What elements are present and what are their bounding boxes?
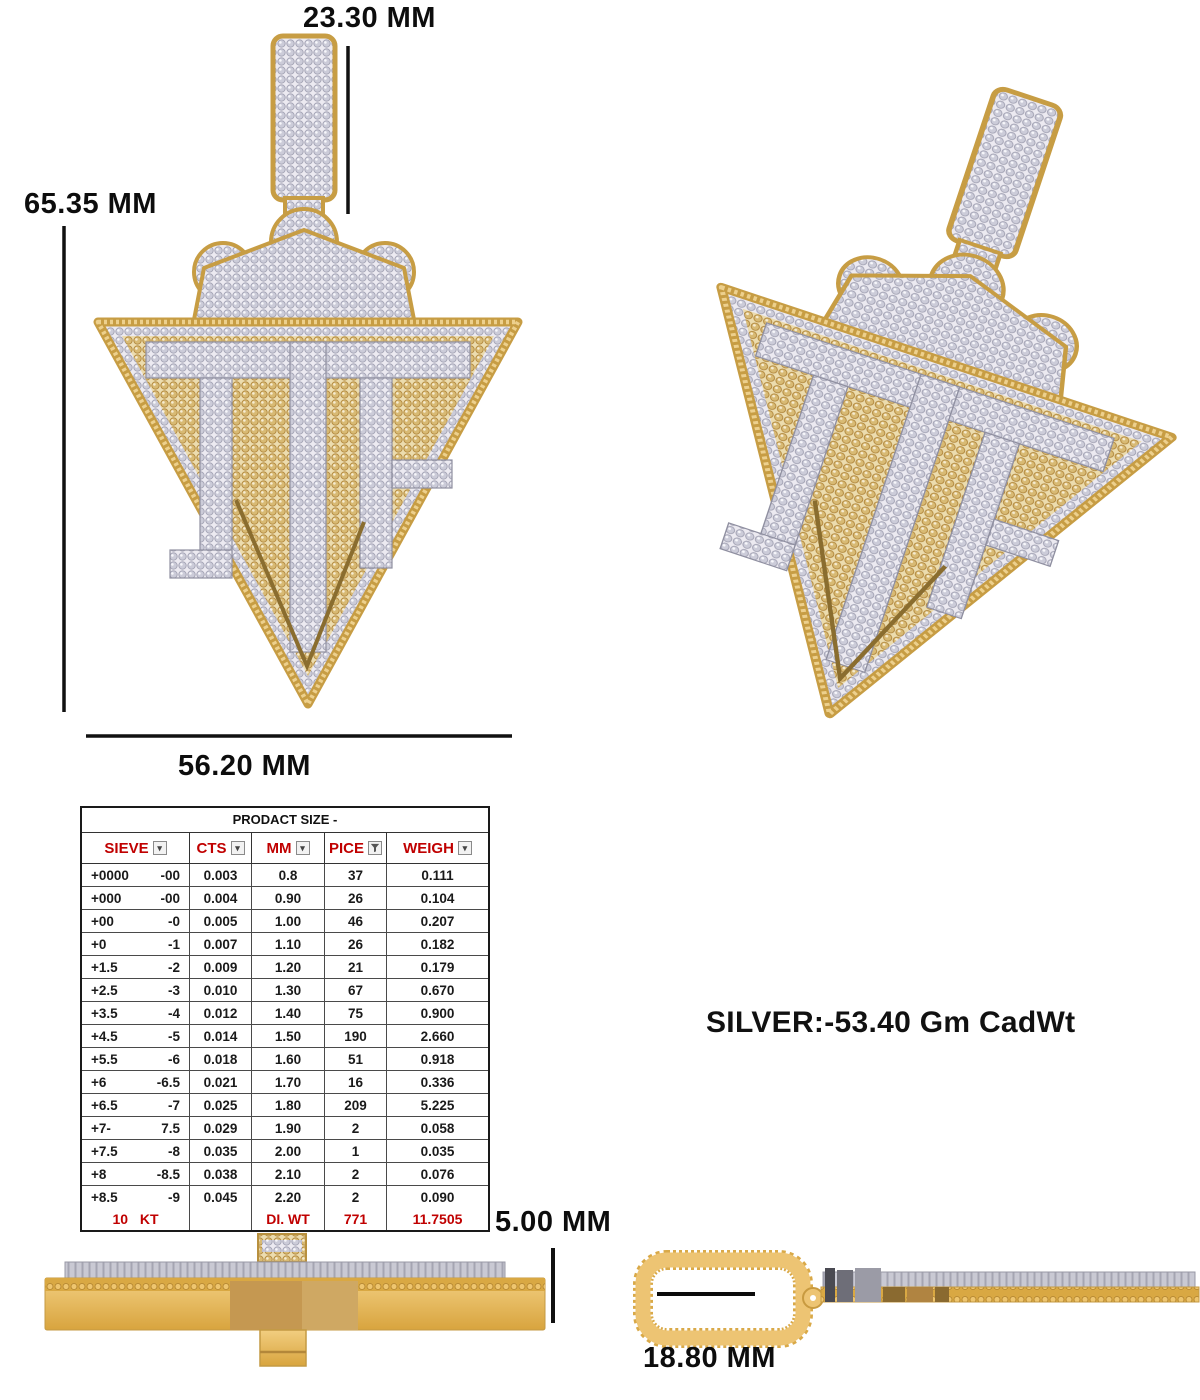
filter-icon[interactable] (368, 841, 382, 855)
cell-weigh: 0.900 (420, 1005, 455, 1021)
sieve-plus: +00 (91, 913, 114, 929)
cell-mm: 1.00 (252, 910, 325, 932)
cell-cts: 0.010 (190, 979, 252, 1001)
cell-weigh: 0.182 (420, 936, 455, 952)
cell-weigh: 0.104 (420, 890, 455, 906)
bail-top-pave (262, 1240, 302, 1252)
cell-sieve (82, 1002, 190, 1024)
cell-sieve (82, 1025, 190, 1047)
cell-weigh: 2.660 (420, 1028, 455, 1044)
footer-empty (190, 1208, 252, 1230)
table-row (82, 1186, 488, 1208)
cell-mm: 2.20 (252, 1186, 325, 1208)
cell-weigh: 0.076 (420, 1166, 455, 1182)
dropdown-icon[interactable]: ▾ (458, 841, 472, 855)
sieve-minus: -8 (167, 1143, 180, 1159)
sieve-plus: +6 (91, 1074, 107, 1090)
cell-sieve (82, 1094, 190, 1116)
sieve-minus: -2 (167, 959, 180, 975)
cell-mm: 1.40 (252, 1002, 325, 1024)
base-width-label: 56.20 MM (178, 750, 311, 782)
cell-sieve (82, 933, 190, 955)
cell-cts: 0.003 (190, 864, 252, 886)
table-row (82, 1117, 488, 1140)
table-row (82, 933, 488, 956)
cell-pice: 26 (325, 933, 387, 955)
cell-mm: 1.90 (252, 1117, 325, 1139)
top-width-label: 23.30 MM (303, 2, 436, 34)
cell-sieve (82, 910, 190, 932)
cell-cts: 0.014 (190, 1025, 252, 1047)
cell-sieve (82, 979, 190, 1001)
cell-weigh: 0.058 (420, 1120, 455, 1136)
sieve-minus: -6 (167, 1051, 180, 1067)
side-profile-view (30, 1228, 570, 1378)
bail-loop (643, 1260, 803, 1338)
cell-weigh: 5.225 (420, 1097, 455, 1113)
bail-loop-serration (643, 1260, 803, 1338)
dropdown-icon[interactable]: ▾ (231, 841, 245, 855)
header-label: PICE (328, 839, 364, 857)
table-row (82, 1025, 488, 1048)
cell-sieve (82, 1140, 190, 1162)
sieve-table-body (82, 864, 488, 1208)
pendant-front-view (98, 36, 518, 704)
center-shadow-block (230, 1281, 302, 1330)
table-row (82, 864, 488, 887)
table-title: PRODACT SIZE - (82, 808, 488, 833)
header-label: MM (266, 839, 292, 857)
cell-weigh: 0.111 (421, 867, 454, 883)
cell-weigh: 0.336 (420, 1074, 455, 1090)
cell-mm: 1.60 (252, 1048, 325, 1070)
sieve-plus: +6.5 (91, 1097, 118, 1113)
sieve-plus: +8 (91, 1166, 107, 1182)
sieve-plus: +0000 (91, 867, 129, 883)
cell-cts: 0.038 (190, 1163, 252, 1185)
cell-pice: 2 (325, 1186, 387, 1208)
table-header-row (82, 833, 488, 864)
header-label: WEIGH (403, 839, 454, 857)
cell-mm: 1.30 (252, 979, 325, 1001)
cell-pice: 37 (325, 864, 387, 886)
product-size-table (80, 806, 490, 1232)
cell-mm: 1.10 (252, 933, 325, 955)
table-row (82, 1048, 488, 1071)
footer-pieces-total: 771 (325, 1208, 387, 1230)
sieve-plus: +7- (91, 1120, 111, 1136)
cell-pice: 51 (325, 1048, 387, 1070)
header-pice (325, 833, 387, 863)
thickness-label: 5.00 MM (495, 1206, 612, 1238)
sieve-minus: -4 (167, 1005, 180, 1021)
table-row (82, 1094, 488, 1117)
cell-cts: 0.004 (190, 887, 252, 909)
cell-cts: 0.035 (190, 1140, 252, 1162)
table-row (82, 910, 488, 933)
cell-weigh: 0.670 (420, 982, 455, 998)
cell-pice: 46 (325, 910, 387, 932)
cell-mm: 2.00 (252, 1140, 325, 1162)
sieve-plus: +3.5 (91, 1005, 118, 1021)
header-cts (190, 833, 252, 863)
cell-weigh: 0.179 (420, 959, 455, 975)
cell-pice: 75 (325, 1002, 387, 1024)
cell-pice: 67 (325, 979, 387, 1001)
cell-mm: 1.20 (252, 956, 325, 978)
cell-sieve (82, 956, 190, 978)
table-row (82, 1002, 488, 1025)
cell-sieve (82, 1048, 190, 1070)
cell-sieve (82, 1117, 190, 1139)
sieve-minus: -6.5 (156, 1074, 180, 1090)
footer-weight-total: 11.7505 (412, 1211, 463, 1227)
cell-cts: 0.005 (190, 910, 252, 932)
cell-sieve (82, 864, 190, 886)
table-footer-row (82, 1208, 488, 1230)
cell-sieve (82, 887, 190, 909)
cell-pice: 1 (325, 1140, 387, 1162)
footer-diwt-label: DI. WT (252, 1208, 325, 1230)
sieve-minus: -0 (167, 913, 180, 929)
sieve-minus: -5 (167, 1028, 180, 1044)
header-label: SIEVE (104, 839, 149, 857)
cell-cts: 0.025 (190, 1094, 252, 1116)
sieve-minus: -8.5 (156, 1166, 180, 1182)
bail-hinge-hole (810, 1295, 816, 1301)
cell-cts: 0.018 (190, 1048, 252, 1070)
cell-cts: 0.009 (190, 956, 252, 978)
cell-mm: 1.80 (252, 1094, 325, 1116)
cell-weigh: 0.090 (420, 1189, 455, 1205)
cell-pice: 21 (325, 956, 387, 978)
table-row (82, 956, 488, 979)
diamond-edge-strip (65, 1262, 505, 1278)
sieve-minus: 7.5 (161, 1120, 180, 1136)
sieve-plus: +5.5 (91, 1051, 118, 1067)
cell-pice: 26 (325, 887, 387, 909)
dropdown-icon[interactable]: ▾ (296, 841, 310, 855)
top-view-with-bail (625, 1228, 1200, 1358)
cell-weigh: 0.207 (420, 913, 455, 929)
cell-mm: 0.90 (252, 887, 325, 909)
cell-pice: 2 (325, 1163, 387, 1185)
header-mm (252, 833, 325, 863)
cell-cts: 0.012 (190, 1002, 252, 1024)
sieve-minus: -3 (167, 982, 180, 998)
cell-pice: 190 (325, 1025, 387, 1047)
sieve-plus: +000 (91, 890, 122, 906)
metal-weight-note: SILVER:-53.40 Gm CadWt (706, 1006, 1076, 1039)
table-row (82, 979, 488, 1002)
table-row (82, 1163, 488, 1186)
cell-mm: 1.50 (252, 1025, 325, 1047)
sieve-minus: -9 (167, 1189, 180, 1205)
pendant-perspective-view (604, 24, 1200, 789)
cell-mm: 1.70 (252, 1071, 325, 1093)
sieve-minus: -7 (167, 1097, 180, 1113)
bail-lower-tab (260, 1330, 306, 1366)
header-label: CTS (196, 839, 227, 857)
sieve-plus: +2.5 (91, 982, 118, 998)
cell-cts: 0.007 (190, 933, 252, 955)
table-row (82, 1140, 488, 1163)
cell-sieve (82, 1071, 190, 1093)
cell-pice: 2 (325, 1117, 387, 1139)
sieve-plus: +1.5 (91, 959, 118, 975)
cell-weigh: 0.918 (420, 1051, 455, 1067)
footer-karat: 10 KT (82, 1208, 190, 1230)
sieve-plus: +8.5 (91, 1189, 118, 1205)
dropdown-icon[interactable]: ▾ (153, 841, 167, 855)
sieve-minus: -00 (160, 867, 180, 883)
header-sieve (82, 833, 190, 863)
cell-mm: 2.10 (252, 1163, 325, 1185)
sieve-plus: +4.5 (91, 1028, 118, 1044)
table-row (82, 1071, 488, 1094)
sieve-minus: -1 (167, 936, 180, 952)
header-weigh (387, 833, 488, 863)
height-label: 65.35 MM (24, 188, 157, 220)
sieve-plus: +7.5 (91, 1143, 118, 1159)
sieve-plus: +0 (91, 936, 107, 952)
cell-cts: 0.021 (190, 1071, 252, 1093)
cell-sieve (82, 1186, 190, 1208)
cell-pice: 16 (325, 1071, 387, 1093)
center-light-block (302, 1281, 358, 1330)
cell-sieve (82, 1163, 190, 1185)
cell-pice: 209 (325, 1094, 387, 1116)
bail-width-label: 18.80 MM (643, 1342, 776, 1374)
cell-cts: 0.045 (190, 1186, 252, 1208)
sieve-minus: -00 (160, 890, 180, 906)
cell-weigh: 0.035 (420, 1143, 455, 1159)
cell-cts: 0.029 (190, 1117, 252, 1139)
table-row (82, 887, 488, 910)
cell-mm: 0.8 (252, 864, 325, 886)
